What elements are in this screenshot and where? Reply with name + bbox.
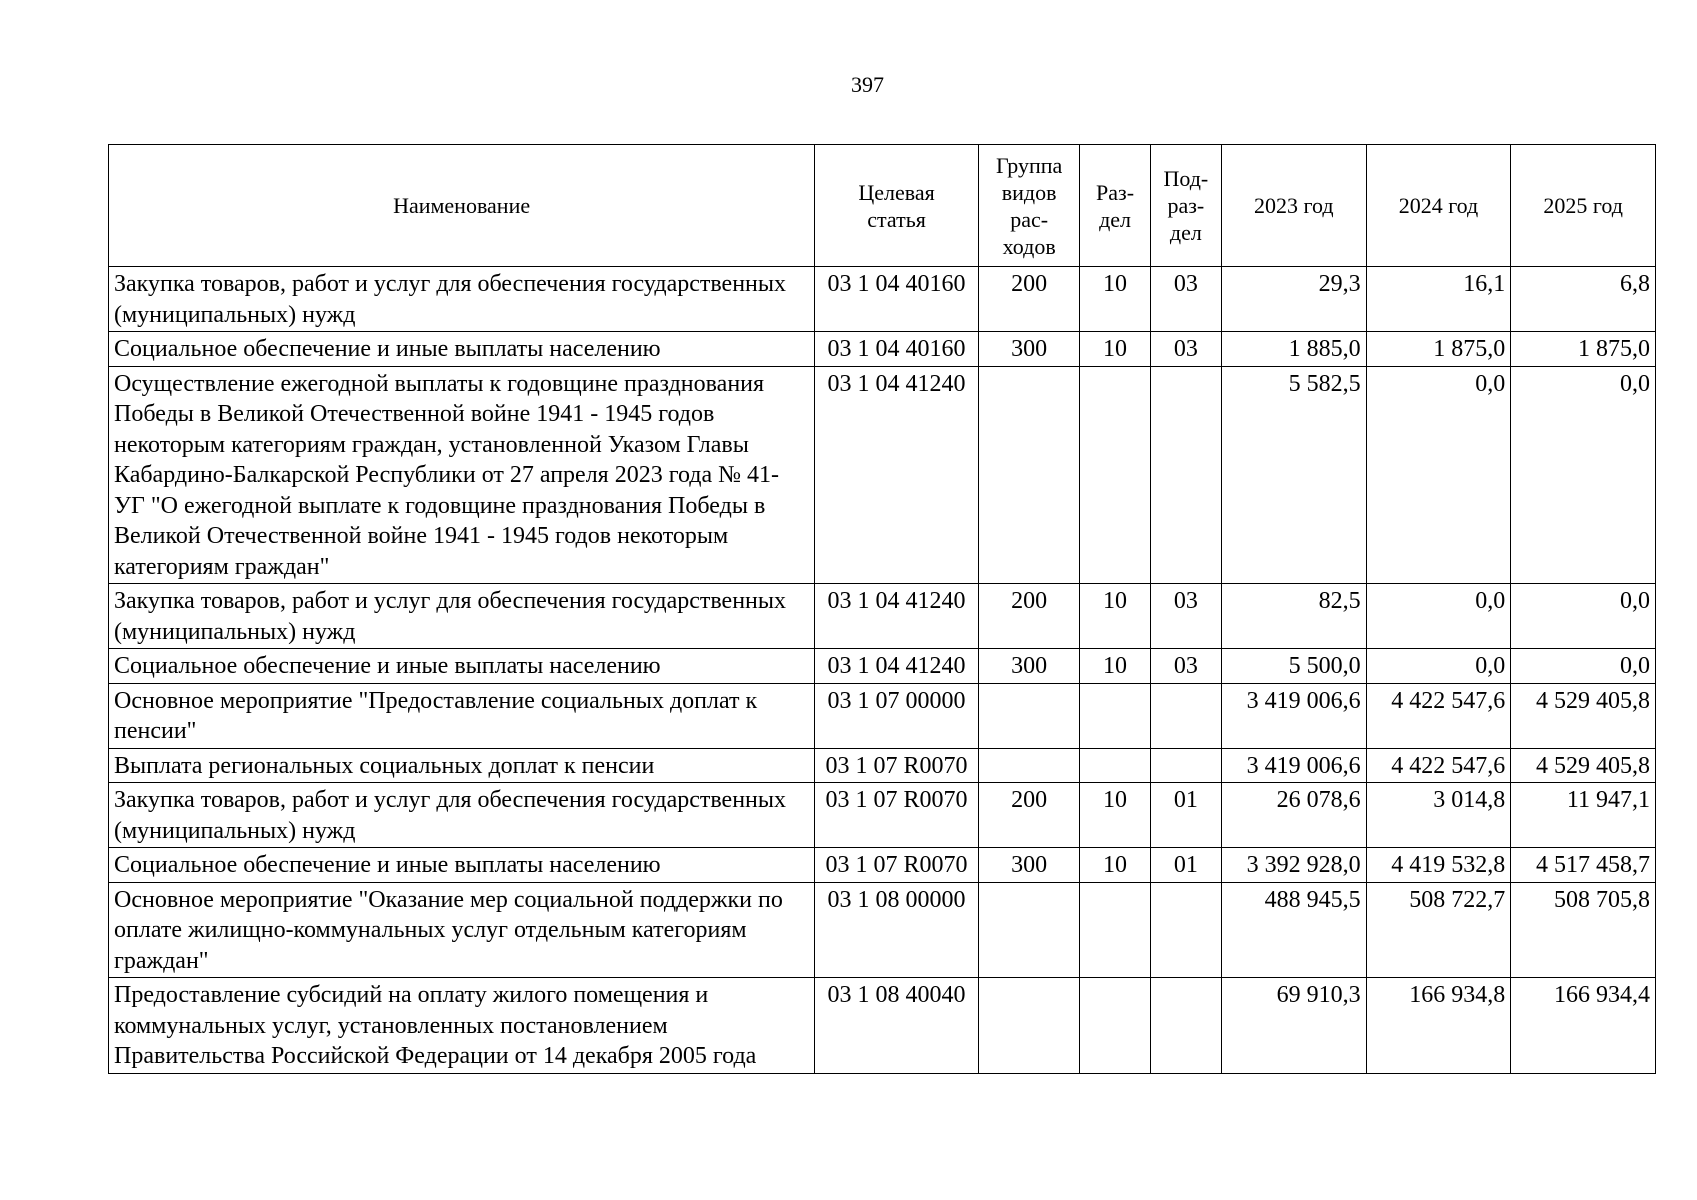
cell-2025: 1 875,0: [1511, 332, 1656, 367]
cell-section: [1080, 683, 1150, 748]
cell-2023: 3 419 006,6: [1222, 748, 1367, 783]
cell-group: 200: [978, 584, 1079, 649]
cell-name: Социальное обеспечение и иные выплаты населению: [109, 848, 815, 883]
cell-target: 03 1 08 40040: [815, 978, 979, 1074]
cell-2023: 488 945,5: [1222, 882, 1367, 978]
cell-2024: 4 419 532,8: [1366, 848, 1511, 883]
cell-2023: 5 582,5: [1222, 366, 1367, 584]
cell-group: [978, 882, 1079, 978]
cell-section: 10: [1080, 783, 1150, 848]
cell-section: [1080, 748, 1150, 783]
cell-name: Социальное обеспечение и иные выплаты населению: [109, 332, 815, 367]
cell-target: 03 1 07 R0070: [815, 783, 979, 848]
cell-subsection: [1150, 366, 1221, 584]
cell-group: 300: [978, 649, 1079, 684]
cell-group: 300: [978, 332, 1079, 367]
cell-name: Закупка товаров, работ и услуг для обеспечения государственных (муниципальных) нужд: [109, 783, 815, 848]
cell-target: 03 1 07 R0070: [815, 748, 979, 783]
cell-2023: 5 500,0: [1222, 649, 1367, 684]
cell-target: 03 1 07 R0070: [815, 848, 979, 883]
cell-2024: 16,1: [1366, 267, 1511, 332]
cell-2024: 0,0: [1366, 584, 1511, 649]
cell-name: Основное мероприятие "Предоставление социальных доплат к пенсии": [109, 683, 815, 748]
cell-subsection: 01: [1150, 783, 1221, 848]
cell-2025: 4 529 405,8: [1511, 683, 1656, 748]
cell-group: [978, 683, 1079, 748]
cell-2025: 4 517 458,7: [1511, 848, 1656, 883]
page-number: 397: [851, 72, 884, 97]
cell-name: Социальное обеспечение и иные выплаты населению: [109, 649, 815, 684]
cell-section: 10: [1080, 848, 1150, 883]
cell-2024: 0,0: [1366, 649, 1511, 684]
cell-2024: 0,0: [1366, 366, 1511, 584]
table-row: [109, 978, 1656, 1074]
budget-table: [108, 144, 1656, 1074]
cell-2025: 4 529 405,8: [1511, 748, 1656, 783]
cell-2024: 166 934,8: [1366, 978, 1511, 1074]
cell-subsection: [1150, 882, 1221, 978]
cell-subsection: 03: [1150, 267, 1221, 332]
table-row: [109, 882, 1656, 978]
table-row: [109, 267, 1656, 332]
cell-subsection: 03: [1150, 584, 1221, 649]
table-row: [109, 366, 1656, 584]
table-row: [109, 748, 1656, 783]
cell-name: Закупка товаров, работ и услуг для обеспечения государственных (муниципальных) нужд: [109, 267, 815, 332]
cell-2024: 1 875,0: [1366, 332, 1511, 367]
cell-2023: 29,3: [1222, 267, 1367, 332]
table-row: [109, 683, 1656, 748]
cell-subsection: 01: [1150, 848, 1221, 883]
cell-2025: 166 934,4: [1511, 978, 1656, 1074]
header-name: Наименование: [109, 145, 815, 267]
cell-2023: 1 885,0: [1222, 332, 1367, 367]
cell-subsection: 03: [1150, 332, 1221, 367]
table-body: [109, 267, 1656, 1074]
cell-2023: 69 910,3: [1222, 978, 1367, 1074]
table-header: [109, 145, 1656, 267]
cell-2025: 0,0: [1511, 584, 1656, 649]
cell-group: 200: [978, 267, 1079, 332]
cell-target: 03 1 04 41240: [815, 366, 979, 584]
cell-group: [978, 978, 1079, 1074]
header-2024: 2024 год: [1366, 145, 1511, 267]
header-2025: 2025 год: [1511, 145, 1656, 267]
table-row: [109, 584, 1656, 649]
table-row: [109, 783, 1656, 848]
header-target: Целевая статья: [815, 145, 979, 267]
cell-target: 03 1 04 41240: [815, 584, 979, 649]
cell-2024: 4 422 547,6: [1366, 683, 1511, 748]
cell-section: [1080, 882, 1150, 978]
cell-2025: 0,0: [1511, 366, 1656, 584]
cell-2024: 4 422 547,6: [1366, 748, 1511, 783]
table-row: [109, 332, 1656, 367]
cell-2025: 508 705,8: [1511, 882, 1656, 978]
header-section: Раз- дел: [1080, 145, 1150, 267]
cell-2024: 508 722,7: [1366, 882, 1511, 978]
cell-subsection: [1150, 683, 1221, 748]
cell-2023: 3 392 928,0: [1222, 848, 1367, 883]
cell-2025: 0,0: [1511, 649, 1656, 684]
cell-target: 03 1 04 41240: [815, 649, 979, 684]
cell-target: 03 1 04 40160: [815, 332, 979, 367]
cell-target: 03 1 04 40160: [815, 267, 979, 332]
cell-name: Осуществление ежегодной выплаты к годовщине празднования Победы в Великой Отечественной войне 1941 - 1945 годов некоторым категориям граждан, установленной Указом Главы Кабардино-Балкарской Республики от 27 апреля 2023 года № 41-УГ "О ежегодной выплате к годовщине празднования Победы в Великой Отечественной войне 1941 - 1945 годов некоторым категориям граждан": [109, 366, 815, 584]
cell-target: 03 1 07 00000: [815, 683, 979, 748]
cell-group: [978, 366, 1079, 584]
table-row: [109, 848, 1656, 883]
cell-subsection: 03: [1150, 649, 1221, 684]
cell-name: Основное мероприятие "Оказание мер социальной поддержки по оплате жилищно-коммунальных услуг отдельным категориям граждан": [109, 882, 815, 978]
cell-2023: 82,5: [1222, 584, 1367, 649]
cell-name: Предоставление субсидий на оплату жилого помещения и коммунальных услуг, установленных постановлением Правительства Российской Федерации от 14 декабря 2005 года: [109, 978, 815, 1074]
cell-group: [978, 748, 1079, 783]
cell-2023: 26 078,6: [1222, 783, 1367, 848]
cell-name: Выплата региональных социальных доплат к пенсии: [109, 748, 815, 783]
cell-section: [1080, 978, 1150, 1074]
header-subsection: Под- раз- дел: [1150, 145, 1221, 267]
cell-section: [1080, 366, 1150, 584]
cell-name: Закупка товаров, работ и услуг для обеспечения государственных (муниципальных) нужд: [109, 584, 815, 649]
cell-section: 10: [1080, 584, 1150, 649]
cell-2023: 3 419 006,6: [1222, 683, 1367, 748]
cell-2025: 6,8: [1511, 267, 1656, 332]
cell-2024: 3 014,8: [1366, 783, 1511, 848]
cell-subsection: [1150, 978, 1221, 1074]
cell-group: 200: [978, 783, 1079, 848]
cell-2025: 11 947,1: [1511, 783, 1656, 848]
cell-section: 10: [1080, 332, 1150, 367]
header-2023: 2023 год: [1222, 145, 1367, 267]
cell-subsection: [1150, 748, 1221, 783]
cell-section: 10: [1080, 649, 1150, 684]
cell-group: 300: [978, 848, 1079, 883]
cell-target: 03 1 08 00000: [815, 882, 979, 978]
table-row: [109, 649, 1656, 684]
cell-section: 10: [1080, 267, 1150, 332]
header-group: Группа видов рас- ходов: [978, 145, 1079, 267]
